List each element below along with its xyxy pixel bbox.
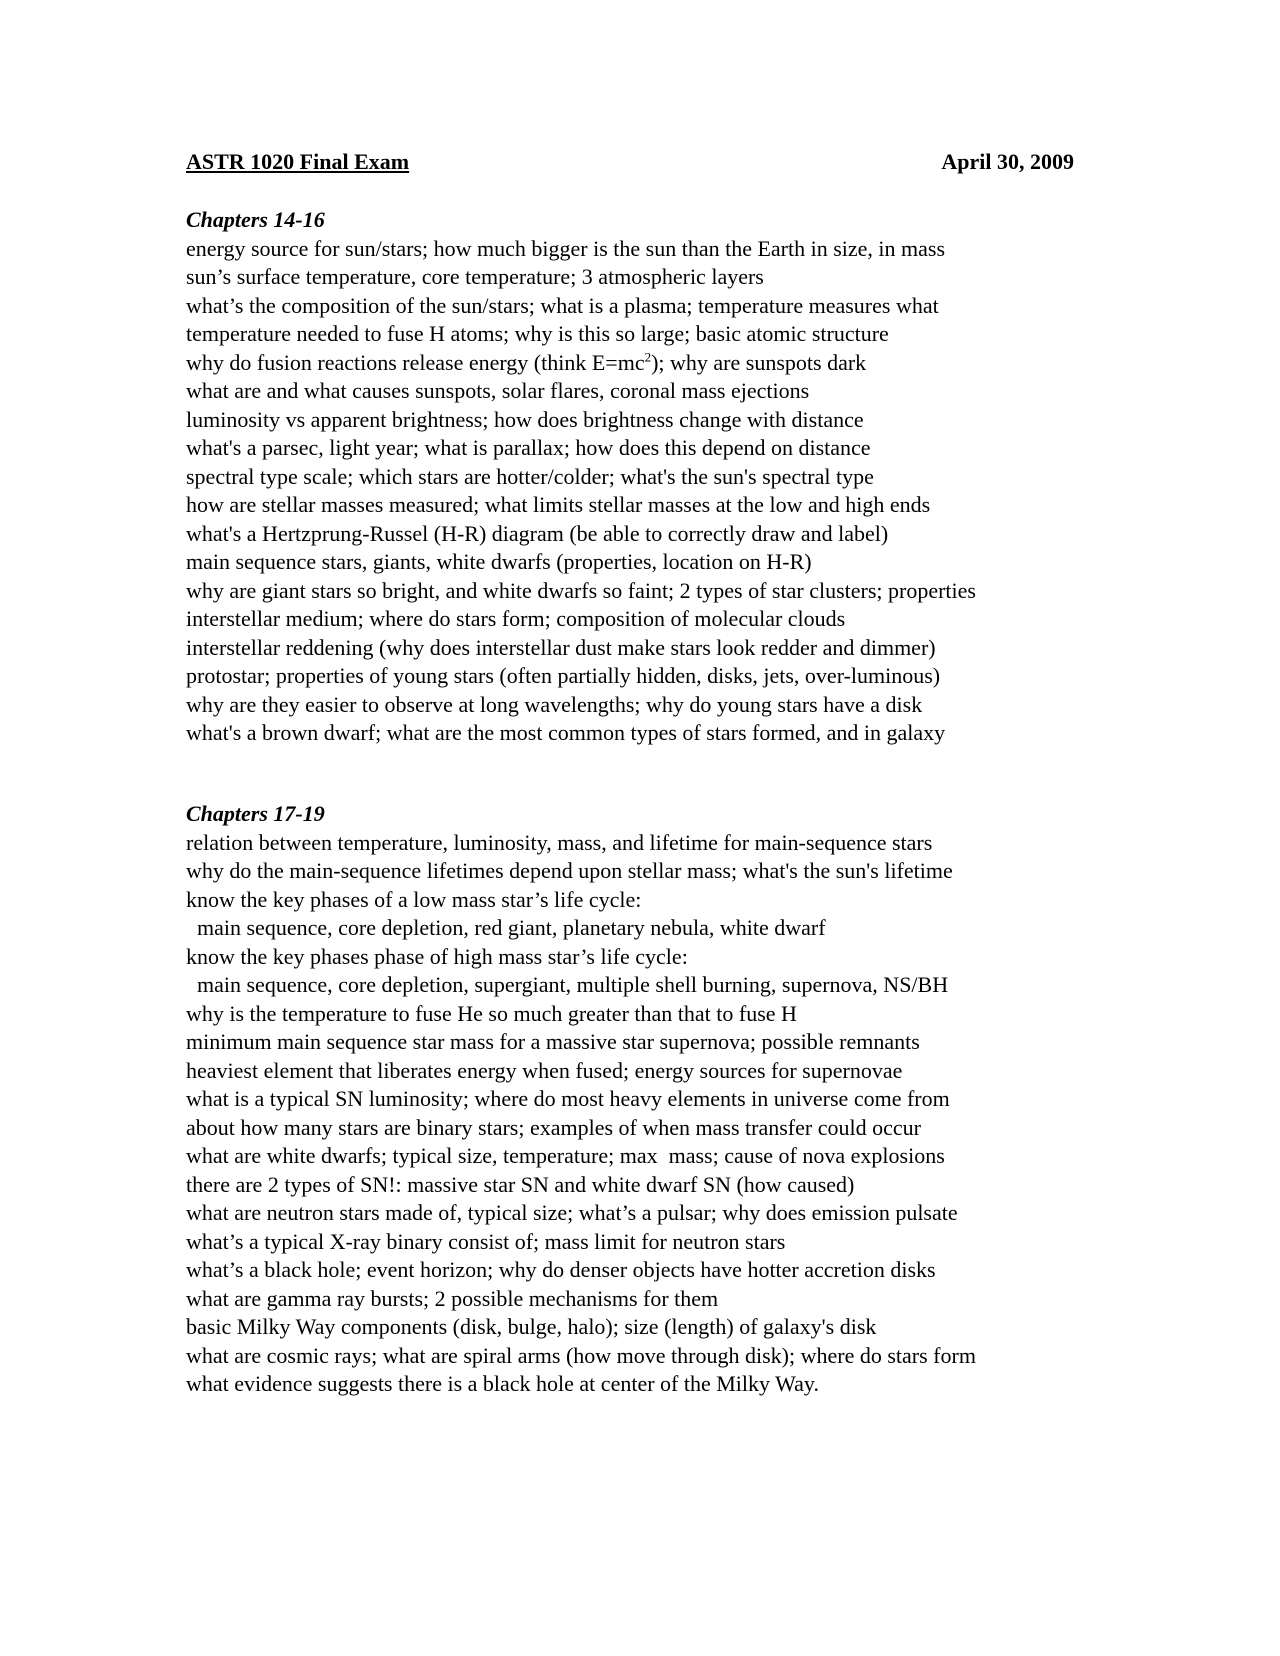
topic-line: protostar; properties of young stars (often partially hidden, disks, jets, over-luminous) [186,663,941,688]
topic-line: why is the temperature to fuse He so much greater than that to fuse H [186,1000,797,1026]
topic-line: what’s a black hole; event horizon; why do denser objects have hotter accretion disks [186,1257,936,1282]
section-title: Chapters 17-19 [186,801,325,826]
topic-line: what’s the composition of the sun/stars; what is a plasma; temperature measures what [186,292,939,318]
topic-line: spectral type scale; which stars are hotter/colder; what's the sun's spectral type [186,463,874,489]
topic-line: what's a Hertzprung-Russel (H-R) diagram (be able to correctly draw and label) [186,520,889,546]
topic-line: main sequence stars, giants, white dwarfs (properties, location on H-R) [186,549,812,574]
topic-line: know the key phases phase of high mass star’s life cycle: [186,943,688,969]
topic-line: temperature needed to fuse H atoms; why is this so large; basic atomic structure [186,321,889,346]
topic-line: how are stellar masses measured; what limits stellar masses at the low and high ends [186,492,931,517]
topic-line: minimum main sequence star mass for a massive star supernova; possible remnants [186,1029,920,1054]
topic-list [186,235,1146,748]
topic-line: what's a parsec, light year; what is parallax; how does this depend on distance [186,435,871,460]
exam-date: April 30, 2009 [941,149,1074,174]
topic-line: interstellar medium; where do stars form; composition of molecular clouds [186,606,846,631]
topic-line: luminosity vs apparent brightness; how does brightness change with distance [186,406,864,432]
topic-line: why do the main-sequence lifetimes depend upon stellar mass; what's the sun's lifetime [186,858,953,883]
topic-line: know the key phases of a low mass star’s life cycle: [186,886,642,912]
topic-line: what are white dwarfs; typical size, temperature; max mass; cause of nova explosions [186,1143,945,1168]
topic-line: main sequence, core depletion, red giant, planetary nebula, white dwarf [186,915,826,940]
topic-line: what are cosmic rays; what are spiral arms (how move through disk); where do stars form [186,1342,976,1368]
topic-line: sun’s surface temperature, core temperature; 3 atmospheric layers [186,264,764,289]
topic-line: about how many stars are binary stars; examples of when mass transfer could occur [186,1114,921,1140]
exam-title: ASTR 1020 Final Exam [186,149,410,174]
topic-line: energy source for sun/stars; how much bigger is the sun than the Earth in size, in mass [186,235,946,261]
topic-line: heaviest element that liberates energy when fused; energy sources for supernovae [186,1057,903,1083]
topic-line: what are neutron stars made of, typical size; what’s a pulsar; why does emission pulsate [186,1200,958,1225]
section-chapters-17-19 [186,800,1146,1399]
section-title: Chapters 14-16 [186,207,325,232]
exam-header [186,147,1074,177]
topic-line: main sequence, core depletion, supergiant, multiple shell burning, supernova, NS/BH [186,972,949,997]
topic-line: interstellar reddening (why does interstellar dust make stars look redder and dimmer) [186,634,936,660]
topic-line: relation between temperature, luminosity, mass, and lifetime for main-sequence stars [186,829,933,855]
topic-list [186,829,1146,1399]
superscript-exponent: 2 [644,349,652,365]
topic-line: basic Milky Way components (disk, bulge, halo); size (length) of galaxy's disk [186,1314,877,1339]
topic-line: what is a typical SN luminosity; where do most heavy elements in universe come from [186,1086,950,1111]
topic-line: what evidence suggests there is a black hole at center of the Milky Way. [186,1371,819,1396]
topic-line: what's a brown dwarf; what are the most common types of stars formed, and in galaxy [186,720,946,745]
topic-line: what are and what causes sunspots, solar flares, coronal mass ejections [186,378,810,403]
topic-line: what are gamma ray bursts; 2 possible mechanisms for them [186,1285,719,1311]
topic-line: why do fusion reactions release energy (think $E=mc^2$); why are sunspots dark [186,349,867,375]
topic-line: there are 2 types of SN!: massive star SN and white dwarf SN (how caused) [186,1171,855,1197]
section-chapters-14-16 [186,206,1146,748]
topic-line: why are they easier to observe at long wavelengths; why do young stars have a disk [186,691,923,717]
topic-line: what’s a typical X-ray binary consist of; mass limit for neutron stars [186,1228,786,1254]
topic-line: why are giant stars so bright, and white dwarfs so faint; 2 types of star clusters; properties [186,577,976,603]
